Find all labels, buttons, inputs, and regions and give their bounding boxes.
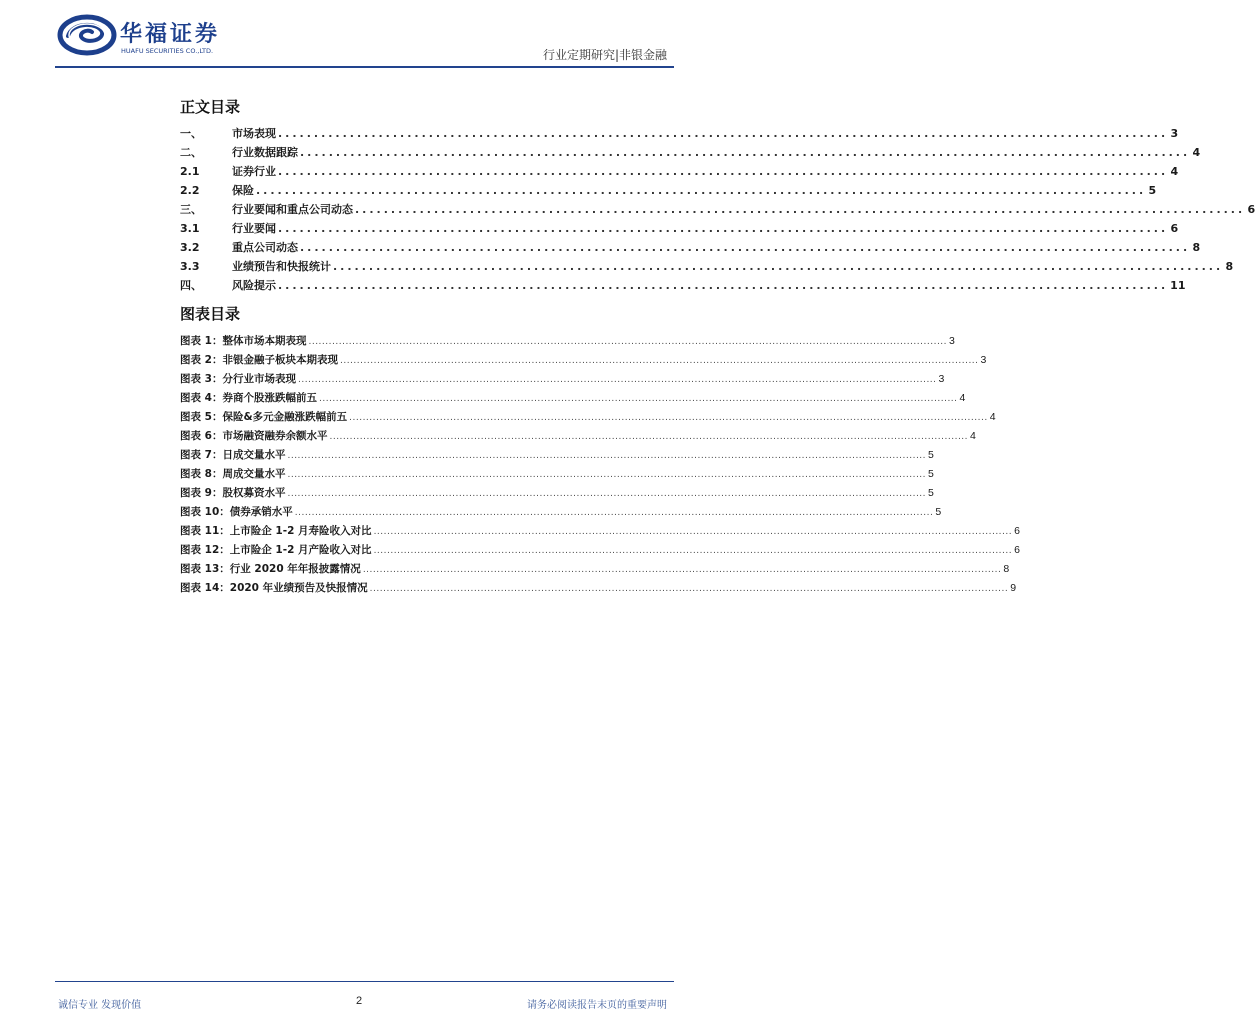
toc-entry-page: 3	[1170, 127, 1179, 140]
figure-entry-page: 8	[1003, 563, 1010, 575]
toc-entry-title: 行业要闻	[232, 222, 276, 235]
company-logo	[58, 14, 248, 62]
dot-leader: ..............................................................................................................................................................................................	[308, 337, 948, 347]
dot-leader: ..............................................................................................................................................................................................	[294, 508, 934, 518]
dot-leader: ............................................................................................................................	[278, 222, 1169, 235]
dot-leader: ............................................................................................................................	[278, 279, 1169, 292]
figure-entry[interactable]	[180, 408, 996, 427]
toc-entry-page: 11	[1170, 279, 1186, 292]
figure-entry-page: 5	[935, 506, 942, 518]
figure-entry-label: 图表 12：上市险企 1-2 月产险收入对比	[180, 544, 372, 556]
figure-entry-label: 图表 1：整体市场本期表现	[180, 335, 307, 347]
toc-entry-number: 一、	[180, 127, 202, 140]
figure-entry-page: 5	[928, 449, 934, 461]
figure-entry-page: 6	[1014, 525, 1020, 537]
toc-entry[interactable]	[180, 143, 1201, 162]
toc-entry-title: 行业要闻和重点公司动态	[232, 203, 353, 216]
figure-entry-label: 图表 14：2020 年业绩预告及快报情况	[180, 582, 368, 594]
toc-entry[interactable]	[180, 200, 1255, 219]
toc-entry-number: 三、	[180, 203, 202, 216]
dot-leader: ..............................................................................................................................................................................................	[349, 413, 988, 423]
company-name-cn: 华福证券	[120, 22, 221, 47]
dot-leader: ..............................................................................................................................................................................................	[297, 375, 937, 385]
figure-entry-label: 图表 5：保险&多元金融涨跌幅前五	[180, 411, 348, 423]
toc-entry-number: 四、	[180, 279, 202, 292]
dot-leader: ..............................................................................................................................................................................................	[287, 489, 927, 499]
figure-entry-label: 图表 11：上市险企 1-2 月寿险收入对比	[180, 525, 372, 537]
toc-entry-number: 2.1	[180, 165, 200, 178]
toc-entry-page: 6	[1247, 203, 1255, 216]
company-name-en: HUAFU SECURITIES CO.,LTD.	[121, 47, 214, 55]
toc-entry[interactable]	[180, 257, 1234, 276]
figure-entry[interactable]	[180, 560, 1010, 579]
figure-entry[interactable]	[180, 465, 934, 484]
figure-entry-label: 图表 2：非银金融子板块本期表现	[180, 354, 338, 366]
dot-leader: ............................................................................................................................	[300, 146, 1191, 159]
toc-entry-page: 8	[1225, 260, 1234, 273]
toc-entry[interactable]	[180, 181, 1157, 200]
figure-entry-page: 9	[1010, 582, 1017, 594]
toc-entry-page: 4	[1192, 146, 1201, 159]
figure-entry-label: 图表 9：股权募资水平	[180, 487, 286, 499]
toc-entry-number: 二、	[180, 146, 202, 159]
figure-entry-page: 5	[928, 487, 934, 499]
logo-swirl-icon	[58, 14, 116, 56]
figure-entry[interactable]	[180, 427, 976, 446]
figure-entry-page: 4	[970, 430, 976, 442]
figure-entry[interactable]	[180, 522, 1020, 541]
dot-leader: ..............................................................................................................................................................................................	[373, 527, 1013, 537]
dot-leader: ............................................................................................................................	[278, 127, 1169, 140]
figure-entry[interactable]	[180, 332, 955, 351]
figure-entry-label: 图表 10：债券承销水平	[180, 506, 293, 518]
dot-leader: ............................................................................................................................	[256, 184, 1147, 197]
toc-entry-page: 6	[1170, 222, 1179, 235]
toc-entry-title: 风险提示	[232, 279, 276, 292]
toc-entry-page: 8	[1192, 241, 1201, 254]
figure-entry[interactable]	[180, 541, 1020, 560]
dot-leader: ............................................................................................................................	[278, 165, 1169, 178]
figure-entry-page: 6	[1014, 544, 1020, 556]
toc-entry-title: 行业数据跟踪	[232, 146, 298, 159]
toc-entry-title: 证券行业	[232, 165, 276, 178]
dot-leader: ..............................................................................................................................................................................................	[339, 356, 979, 366]
dot-leader: ..............................................................................................................................................................................................	[287, 470, 927, 480]
figure-entry-label: 图表 4：券商个股涨跌幅前五	[180, 392, 317, 404]
figure-entry-page: 4	[959, 392, 966, 404]
figures-title: 图表目录	[180, 305, 241, 323]
header-divider	[55, 66, 674, 68]
dot-leader: ............................................................................................................................	[355, 203, 1246, 216]
toc-entry-title: 重点公司动态	[232, 241, 298, 254]
figure-entry-label: 图表 13：行业 2020 年年报披露情况	[180, 563, 361, 575]
toc-entry-number: 2.2	[180, 184, 200, 197]
report-category: 行业定期研究|非银金融	[542, 48, 667, 62]
figure-entry-label: 图表 8：周成交量水平	[180, 468, 286, 480]
footer-slogan: 诚信专业 发现价值	[58, 1000, 142, 1011]
toc-entry-number: 3.1	[180, 222, 200, 235]
dot-leader: ..............................................................................................................................................................................................	[369, 584, 1009, 594]
page-number: 2	[356, 995, 363, 1007]
toc-entry[interactable]	[180, 162, 1179, 181]
dot-leader: ..............................................................................................................................................................................................	[318, 394, 958, 404]
figures-list	[180, 332, 1020, 598]
toc-entry-title: 保险	[232, 184, 254, 197]
toc-list	[180, 124, 1255, 295]
toc-entry-page: 5	[1148, 184, 1157, 197]
toc-entry-page: 4	[1170, 165, 1179, 178]
figure-entry[interactable]	[180, 446, 934, 465]
footer-disclaimer: 请务必阅读报告末页的重要声明	[527, 1000, 667, 1011]
figure-entry-label: 图表 6：市场融资融券余额水平	[180, 430, 328, 442]
dot-leader: ............................................................................................................................	[333, 260, 1224, 273]
figure-entry-label: 图表 3：分行业市场表现	[180, 373, 296, 385]
dot-leader: ..............................................................................................................................................................................................	[373, 546, 1013, 556]
figure-entry-page: 5	[928, 468, 934, 480]
toc-entry[interactable]	[180, 124, 1179, 143]
toc-entry[interactable]	[180, 219, 1179, 238]
toc-entry-number: 3.2	[180, 241, 200, 254]
figure-entry[interactable]	[180, 503, 942, 522]
toc-title: 正文目录	[180, 98, 241, 116]
figure-entry-page: 3	[938, 373, 945, 385]
figure-entry[interactable]	[180, 370, 945, 389]
figure-entry-page: 3	[980, 354, 987, 366]
figure-entry[interactable]	[180, 389, 966, 408]
toc-entry[interactable]	[180, 238, 1201, 257]
figure-entry[interactable]	[180, 484, 934, 503]
dot-leader: ..............................................................................................................................................................................................	[362, 565, 1002, 575]
figure-entry[interactable]	[180, 351, 987, 370]
figure-entry-page: 3	[949, 335, 955, 347]
toc-entry-title: 市场表现	[232, 127, 276, 140]
footer-divider	[55, 981, 674, 982]
figure-entry-label: 图表 7：日成交量水平	[180, 449, 286, 461]
figure-entry[interactable]	[180, 579, 1017, 598]
dot-leader: ............................................................................................................................	[300, 241, 1191, 254]
toc-entry-title: 业绩预告和快报统计	[232, 260, 331, 273]
dot-leader: ..............................................................................................................................................................................................	[329, 432, 969, 442]
toc-entry[interactable]	[180, 276, 1186, 295]
toc-entry-number: 3.3	[180, 260, 200, 273]
figure-entry-page: 4	[989, 411, 996, 423]
dot-leader: ..............................................................................................................................................................................................	[287, 451, 927, 461]
